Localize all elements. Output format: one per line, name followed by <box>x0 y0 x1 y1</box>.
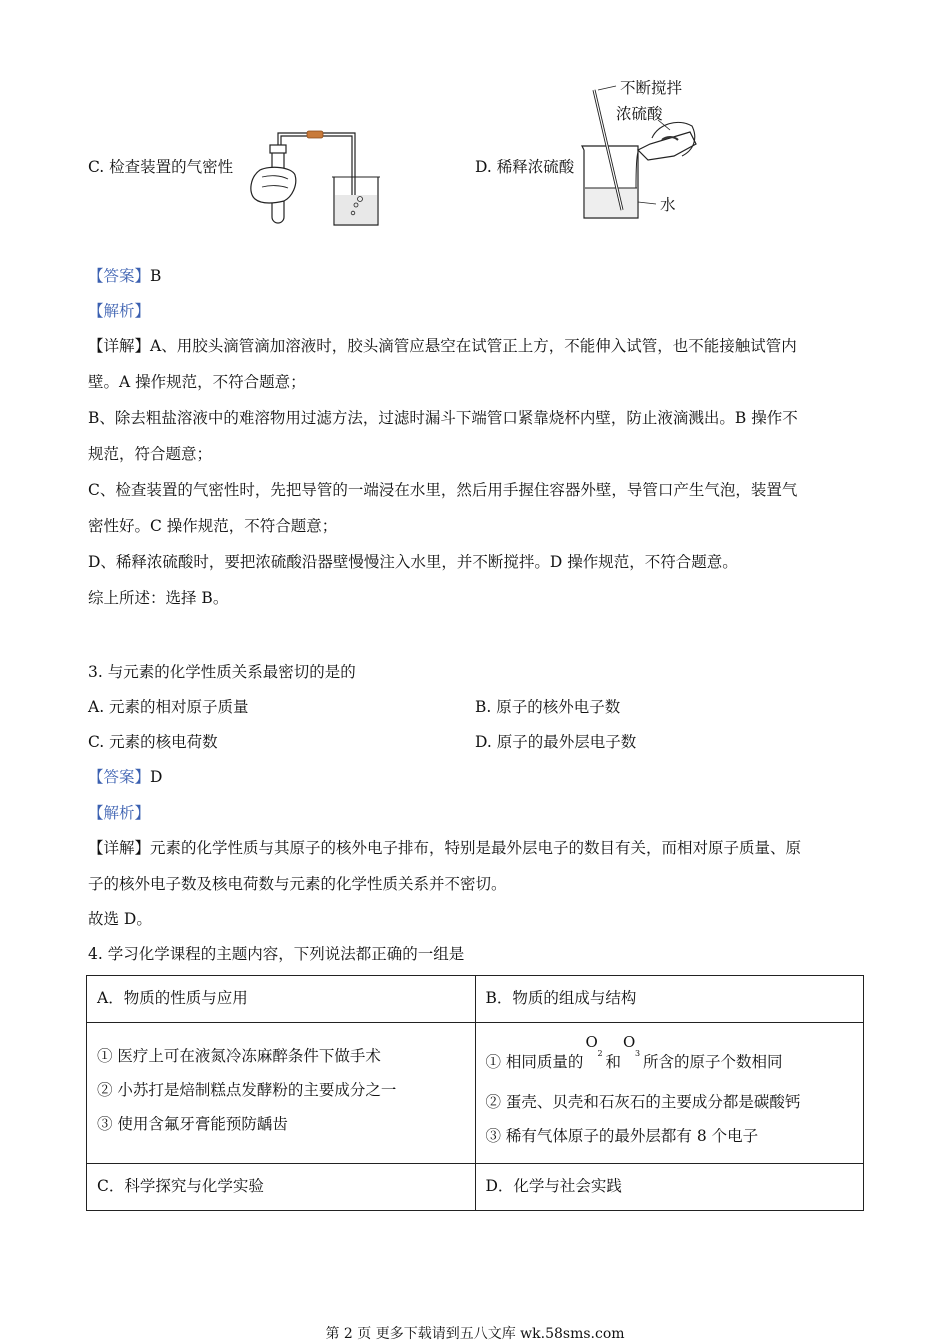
q3-option-c: C. 元素的核电荷数 <box>88 733 218 751</box>
o3-formula: O 3 <box>622 1033 641 1058</box>
q4-stem: 4. 学习化学课程的主题内容，下列说法都正确的一组是 <box>88 945 465 963</box>
q3-stem: 3. 与元素的化学性质关系最密切的是的 <box>88 663 356 681</box>
q2-detail-line-6: 密性好。C 操作规范，不符合题意； <box>88 517 338 535</box>
q4-a-item-2: ② 小苏打是焙制糕点发酵粉的主要成分之一 <box>97 1081 397 1099</box>
q3-conclusion: 故选 D。 <box>88 910 152 928</box>
q3-detail-line-2: 子的核外电子数及核电荷数与元素的化学性质关系并不密切。 <box>88 875 507 893</box>
q3-analysis-tag: 【解析】 <box>88 804 151 822</box>
q4-cell-b-title: B．物质的组成与结构 <box>475 976 864 1023</box>
q2-detail-line-5: C、检查装置的气密性时，先把导管的一端浸在水里，然后用手握住容器外壁，导管口产生气泡，装置气 <box>88 481 798 499</box>
label-stirring: 不断搅拌 <box>620 79 683 97</box>
q2-option-d: D. 稀释浓硫酸 <box>475 158 575 176</box>
q4-cell-a-body <box>87 1023 476 1164</box>
q3-option-b: B. 原子的核外电子数 <box>475 698 621 716</box>
dilution-figure <box>578 78 728 228</box>
q3-option-d: D. 原子的最外层电子数 <box>475 733 637 751</box>
q2-detail-line-7: D、稀释浓硫酸时，要把浓硫酸沿器壁慢慢注入水里，并不断搅拌。D 操作规范，不符合题意。 <box>88 553 738 571</box>
q4-cell-b-body <box>475 1023 864 1164</box>
q3-option-a: A. 元素的相对原子质量 <box>88 698 249 716</box>
q4-table <box>86 975 864 1211</box>
q4-a-item-1: ① 医疗上可在液氮冷冻麻醉条件下做手术 <box>97 1047 381 1065</box>
q4-cell-c-title: C．科学探究与化学实验 <box>87 1164 476 1211</box>
q2-answer: 【答案】B <box>88 267 162 285</box>
airtightness-figure <box>240 125 390 230</box>
q4-b-item-2: ② 蛋壳、贝壳和石灰石的主要成分都是碳酸钙 <box>485 1093 801 1111</box>
q2-analysis-tag: 【解析】 <box>88 302 151 320</box>
label-conc-sulfuric-acid: 浓硫酸 <box>616 105 663 123</box>
q4-cell-a-title: A．物质的性质与应用 <box>87 976 476 1023</box>
q2-detail-line-2: 壁。A 操作规范，不符合题意； <box>88 373 306 391</box>
o2-formula: O 2 <box>585 1033 603 1058</box>
page-footer: 第 2 页 更多下载请到五八文库 wk.58sms.com <box>325 1326 625 1342</box>
q2-detail-line-4: 规范，符合题意； <box>88 445 213 463</box>
q4-a-item-3: ③ 使用含氟牙膏能预防龋齿 <box>97 1115 288 1133</box>
q2-detail-line-1: 【详解】A、用胶头滴管滴加溶液时，胶头滴管应悬空在试管正上方，不能伸入试管，也不能接触试管内 <box>88 337 797 355</box>
q2-conclusion: 综上所述：选择 B。 <box>88 589 229 607</box>
q2-detail-line-3: B、除去粗盐溶液中的难溶物用过滤方法，过滤时漏斗下端管口紧靠烧杯内壁，防止液滴溅出。B 操作不 <box>88 409 798 427</box>
label-water: 水 <box>660 196 676 214</box>
q3-detail-line-1: 【详解】元素的化学性质与其原子的核外电子排布，特别是最外层电子的数目有关，而相对原子质量、原 <box>88 839 802 857</box>
q4-b-item-1: ① 相同质量的 O 2 和 O 3 所含的原子个数相同 <box>485 1033 783 1071</box>
q4-cell-d-title: D．化学与社会实践 <box>475 1164 864 1211</box>
q4-b-item-3: ③ 稀有气体原子的最外层都有 8 个电子 <box>485 1127 759 1145</box>
q3-answer: 【答案】D <box>88 768 163 786</box>
q2-option-c: C. 检查装置的气密性 <box>88 158 234 176</box>
